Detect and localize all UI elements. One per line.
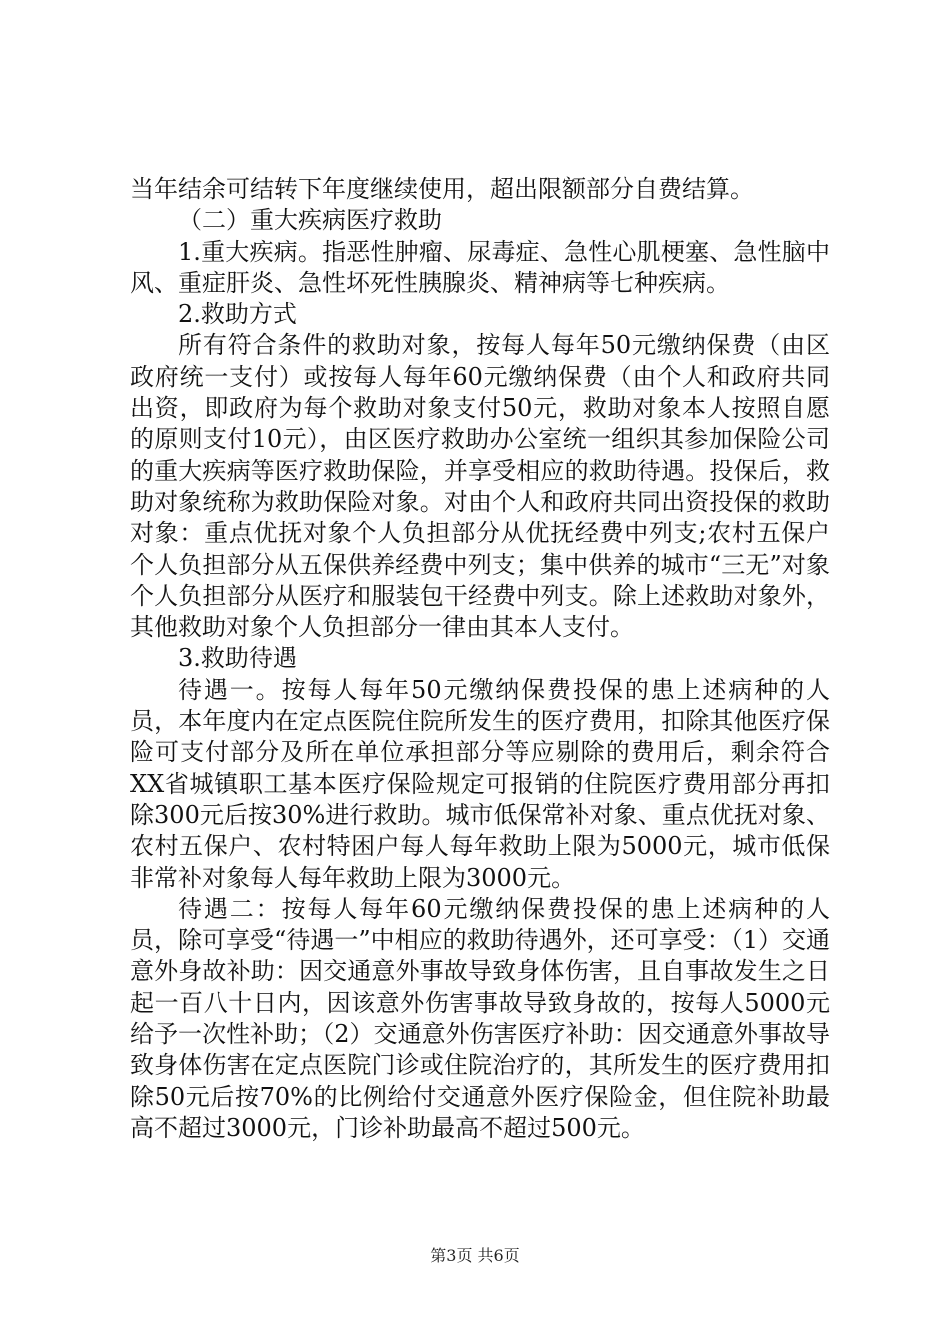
subheading-aid-benefits: 3.救助待遇	[178, 644, 297, 673]
paragraph-benefit-one: 待遇一。按每人每年50元缴纳保费投保的患上述病种的人员，本年度内在定点医院住院所发生的医疗费用，扣除其他医疗保险可支付部分及所在单位承担部分等应剔除的费用后，剩余符合XX省城镇职工基本医疗保险规定可报销的住院医疗费用部分再扣除300元后按30%进行救助。城市低保常补对象、重点优抚对象、农村五保户、农村特困户每人每年救助上限为5000元，城市低保非常补对象每人每年救助上限为3000元。	[130, 675, 830, 892]
paragraph-aid-method: 所有符合条件的救助对象，按每人每年50元缴纳保费（由区政府统一支付）或按每人每年60元缴纳保费（由个人和政府共同出资，即政府为每个救助对象支付50元，救助对象本人按照自愿的原则支付10元），由区医疗救助办公室统一组织其参加保险公司的重大疾病等医疗救助保险，并享受相应的救助待遇。投保后，救助对象统称为救助保险对象。对由个人和政府共同出资投保的救助对象：重点优抚对象个人负担部分从优抚经费中列支;农村五保户个人负担部分从五保供养经费中列支；集中供养的城市“三无”对象个人负担部分从医疗和服装包干经费中列支。除上述救助对象外，其他救助对象个人负担部分一律由其本人支付。	[130, 331, 830, 642]
page-number-footer: 第3页 共6页	[430, 1246, 520, 1265]
paragraph-continuation: 当年结余可结转下年度继续使用，超出限额部分自费结算。	[130, 175, 754, 203]
document-body	[130, 174, 830, 1144]
subheading-aid-method: 2.救助方式	[178, 300, 297, 329]
paragraph-benefit-two: 待遇二：按每人每年60元缴纳保费投保的患上述病种的人员，除可享受“待遇一”中相应的救助待遇外，还可享受：（1）交通意外身故补助：因交通意外事故导致身体伤害，且自事故发生之日起一百八十日内，因该意外伤害事故导致身故的，按每人5000元给予一次性补助；（2）交通意外伤害医疗补助：因交通意外事故导致身体伤害在定点医院门诊或住院治疗的，其所发生的医疗费用扣除50元后按70%的比例给付交通意外医疗保险金，但住院补助最高不超过3000元，门诊补助最高不超过500元。	[130, 894, 830, 1142]
section-heading-major-disease-aid: （二）重大疾病医疗救助	[178, 206, 442, 235]
paragraph-major-diseases: 1.重大疾病。指恶性肿瘤、尿毒症、急性心肌梗塞、急性脑中风、重症肝炎、急性坏死性胰腺炎、精神病等七种疾病。	[130, 237, 830, 297]
